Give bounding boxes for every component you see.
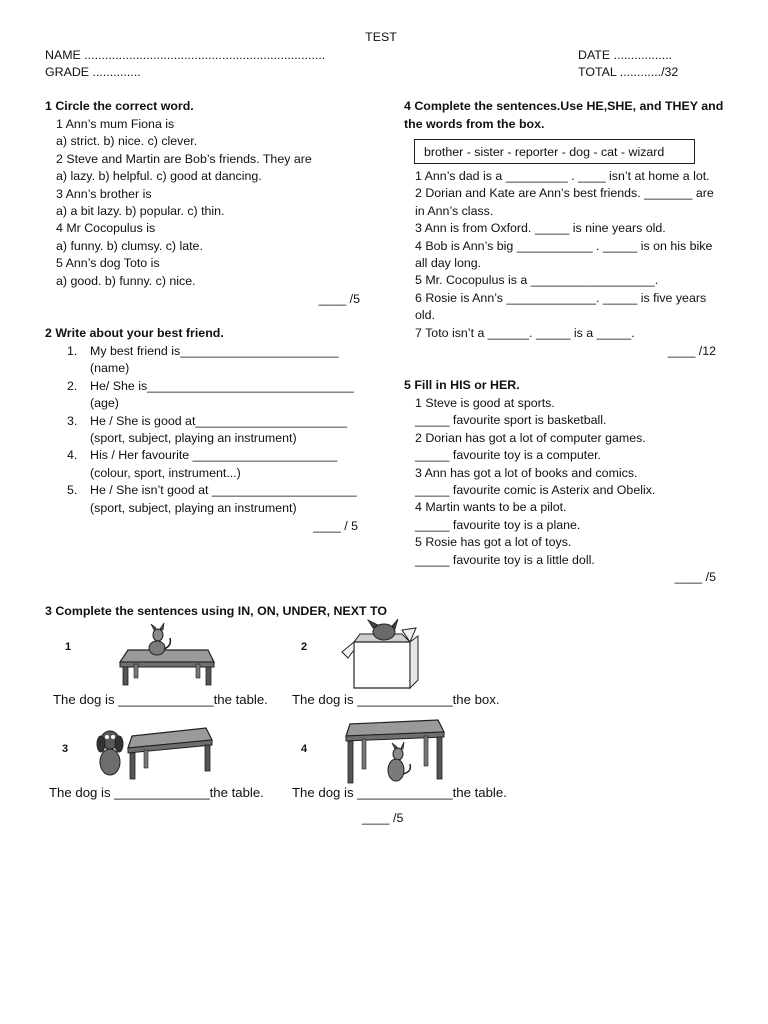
section4-line: 3 Ann is from Oxford. _____ is nine years old. xyxy=(415,221,666,236)
list-item: My best friend is_______________________ xyxy=(90,344,339,358)
grade-field: GRADE .............. xyxy=(45,65,141,79)
list-item-number: 4. xyxy=(67,448,78,463)
picture-caption: The dog is _____________the table. xyxy=(49,785,264,800)
dog-in-box-picture xyxy=(340,616,420,690)
section4-line: 2 Dorian and Kate are Ann’s best friends. _______ are xyxy=(415,186,714,201)
section5-line: 3 Ann has got a lot of books and comics. xyxy=(415,465,638,480)
section2-score: ____ / 5 xyxy=(313,519,358,533)
word-box: brother - sister - reporter - dog - cat - wizard xyxy=(414,139,695,164)
list-item-number: 5. xyxy=(67,483,78,498)
section4-heading: the words from the box. xyxy=(404,117,545,131)
section1-line: a) funny. b) clumsy. c) late. xyxy=(56,238,203,253)
section1-line: a) strict. b) nice. c) clever. xyxy=(56,134,198,149)
section1-line: 2 Steve and Martin are Bob’s friends. They are xyxy=(56,151,312,166)
section4-line: old. xyxy=(415,308,435,323)
section5-line: _____ favourite toy is a plane. xyxy=(415,517,581,532)
picture-caption: The dog is _____________the table. xyxy=(292,785,507,800)
section4-line: 4 Bob is Ann’s big ___________ . _____ is on his bike xyxy=(415,238,713,253)
section5-line: _____ favourite sport is basketball. xyxy=(415,413,607,428)
section4-line: 7 Toto isn’t a ______. _____ is a _____. xyxy=(415,325,635,340)
section4-line: all day long. xyxy=(415,256,482,270)
list-item-hint: (age) xyxy=(90,396,119,411)
picture-number: 2 xyxy=(301,641,308,653)
section5-line: 2 Dorian has got a lot of computer games. xyxy=(415,430,646,445)
section1-line: 3 Ann’s brother is xyxy=(56,186,152,201)
dog-next-to-table-picture xyxy=(96,724,214,782)
picture-number: 3 xyxy=(62,743,69,755)
picture-caption: The dog is _____________the box. xyxy=(292,692,500,707)
section1-heading: 1 Circle the correct word. xyxy=(45,99,194,113)
section1-score: ____ /5 xyxy=(318,292,360,306)
section1-line: a) lazy. b) helpful. c) good at dancing. xyxy=(56,169,262,184)
list-item-hint: (colour, sport, instrument...) xyxy=(90,465,241,480)
section1-line: 1 Ann’s mum Fiona is xyxy=(56,117,175,131)
section5-line: 5 Rosie has got a lot of toys. xyxy=(415,535,572,550)
dog-under-table-picture xyxy=(342,718,448,786)
list-item: He/ She is______________________________ xyxy=(90,378,354,393)
section1-line: 5 Ann’s dog Toto is xyxy=(56,256,160,271)
picture-number: 1 xyxy=(65,641,72,653)
section1-line: 4 Mr Cocopulus is xyxy=(56,221,156,236)
total-field: TOTAL ............/32 xyxy=(578,65,679,79)
section5-score: ____ /5 xyxy=(674,570,716,584)
section5-line: _____ favourite toy is a computer. xyxy=(415,448,601,463)
section1-line: a) good. b) funny. c) nice. xyxy=(56,273,196,288)
section1-line: a) a bit lazy. b) popular. c) thin. xyxy=(56,204,225,218)
section4-line: in Ann’s class. xyxy=(415,203,494,218)
section5-line: 4 Martin wants to be a pilot. xyxy=(415,500,567,515)
dog-on-table-picture xyxy=(112,622,216,686)
page-title: TEST xyxy=(365,30,397,44)
date-field: DATE ................. xyxy=(578,48,673,62)
list-item-hint: (sport, subject, playing an instrument) xyxy=(90,500,297,515)
list-item-hint: (name) xyxy=(90,361,130,376)
list-item: He / She is good at______________________ xyxy=(90,413,347,428)
section5-line: 1 Steve is good at sports. xyxy=(415,396,555,410)
list-item: He / She isn’t good at _____________________ xyxy=(90,483,357,498)
list-item-hint: (sport, subject, playing an instrument) xyxy=(90,431,297,445)
list-item-number: 1. xyxy=(67,344,78,358)
section5-heading: 5 Fill in HIS or HER. xyxy=(404,378,520,392)
picture-number: 4 xyxy=(301,743,308,755)
section3-score: ____ /5 xyxy=(362,811,404,825)
name-field: NAME ...................................................................... xyxy=(45,48,326,62)
section4-line: 5 Mr. Cocopulus is a __________________. xyxy=(415,273,659,288)
section5-line: _____ favourite comic is Asterix and Obelix. xyxy=(415,483,656,497)
picture-caption: The dog is _____________the table. xyxy=(53,692,268,707)
list-item-number: 2. xyxy=(67,378,78,393)
section4-score: ____ /12 xyxy=(667,344,716,358)
list-item-number: 3. xyxy=(67,413,78,428)
section3-heading: 3 Complete the sentences using IN, ON, UNDER, NEXT TO xyxy=(45,604,387,618)
section2-heading: 2 Write about your best friend. xyxy=(45,326,224,340)
section5-line: _____ favourite toy is a little doll. xyxy=(415,552,595,567)
section4-heading: 4 Complete the sentences.Use HE,SHE, and THEY and xyxy=(404,99,724,113)
section4-line: 1 Ann’s dad is a _________ . ____ isn’t at home a lot. xyxy=(415,169,710,183)
section4-line: 6 Rosie is Ann’s _____________. _____ is five years xyxy=(415,290,707,305)
list-item: His / Her favourite _____________________ xyxy=(90,448,338,463)
